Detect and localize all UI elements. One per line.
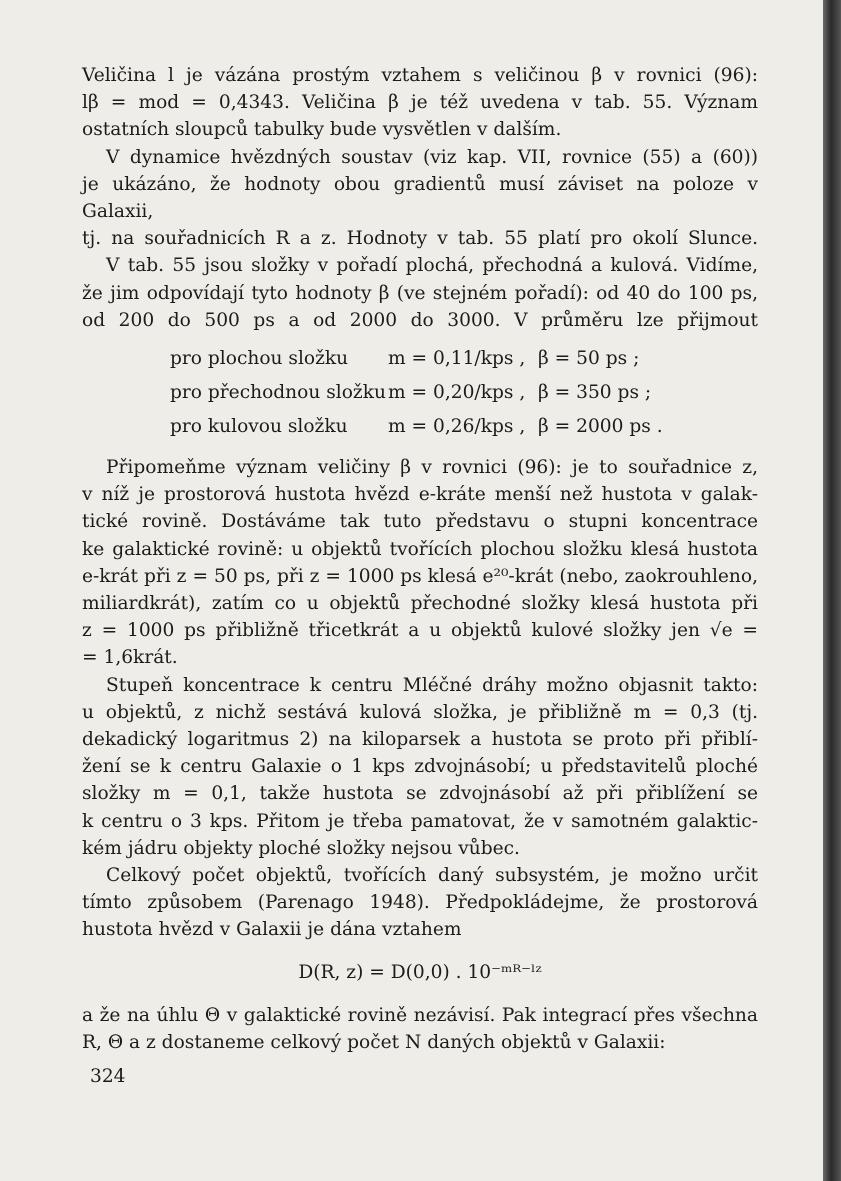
text-line: Veličina l je vázána prostým vztahem s veličinou β v rovnici (96):: [82, 65, 758, 86]
paragraph-6: [82, 862, 758, 944]
paragraph-3: [82, 252, 758, 334]
text-line: žení se k centru Galaxie o 1 kps zdvojnásobí; u představitelů ploché: [82, 756, 758, 778]
text-line: e-krát při z = 50 ps, při z = 1000 ps klesá e²⁰-krát (nebo, zaokrouhleno,: [82, 565, 758, 587]
book-spine-edge: [823, 0, 841, 1181]
component-beta: β = 350 ps ;: [538, 382, 652, 404]
text-line: tj. na souřadnicích R a z. Hodnoty v tab. 55 platí pro okolí Slunce.: [82, 228, 758, 250]
text-line: Stupeň koncentrace k centru Mléčné dráhy možno objasnit takto:: [106, 674, 758, 696]
text-line: V dynamice hvězdných soustav (viz kap. VII, rovnice (55) a (60)): [106, 146, 758, 168]
text-line: ke galaktické rovině: u objektů tvořících plochou složku klesá hustota: [82, 538, 758, 560]
page-number: 324: [90, 1066, 126, 1087]
text-line: lβ = mod = 0,4343. Veličina β je též uvedena v tab. 55. Význam: [82, 92, 758, 114]
component-label: pro kulovou složku: [170, 416, 348, 438]
text-line: k centru o 3 kps. Přitom je třeba pamatovat, že v samotném galaktic-: [82, 810, 758, 832]
density-equation: D(R, z) = D(0,0) . 10⁻ᵐᴿ⁻ˡᶻ: [298, 961, 542, 983]
component-row: [170, 342, 758, 376]
paragraph-7: [82, 1002, 758, 1056]
text-line: = 1,6krát.: [82, 647, 178, 669]
paragraph-2: [82, 144, 758, 253]
text-line: ostatních sloupců tabulky bude vysvětlen v dalším.: [82, 119, 562, 141]
text-line: v níž je prostorová hustota hvězd e-kráte menší než hustota v galak-: [82, 484, 758, 506]
text-line: u objektů, z nichž sestává kulová složka, je přibližně m = 0,3 (tj.: [82, 701, 758, 723]
text-line: z = 1000 ps přibližně třicetkrát a u objektů kulové složky jen √e =: [82, 620, 758, 642]
component-label: pro přechodnou složku: [170, 382, 386, 404]
text-line: V tab. 55 jsou složky v pořadí plochá, přechodná a kulová. Vidíme,: [106, 255, 758, 277]
text-line: dekadický logaritmus 2) na kiloparsek a hustota se proto při přiblí-: [82, 729, 758, 751]
component-beta: β = 50 ps ;: [538, 348, 640, 370]
text-line: složky m = 0,1, takže hustota se zdvojnásobí až při přiblížení se: [82, 783, 758, 805]
component-m: m = 0,26/kps ,: [388, 416, 526, 438]
text-line: hustota hvězd v Galaxii je dána vztahem: [82, 919, 462, 941]
text-line: Celkový počet objektů, tvořících daný subsystém, je možno určit: [106, 865, 758, 887]
text-line: miliardkrát), zatím co u objektů přechodné složky klesá hustota při: [82, 593, 758, 615]
text-line: tické rovině. Dostáváme tak tuto představu o stupni koncentrace: [82, 511, 758, 533]
component-label: pro plochou složku: [170, 348, 349, 370]
component-row: [170, 410, 758, 444]
text-line: a že na úhlu Θ v galaktické rovině nezávisí. Pak integrací přes všechna: [82, 1004, 758, 1026]
text-line: tímto způsobem (Parenago 1948). Předpokládejme, že prostorová: [82, 892, 758, 914]
component-m: m = 0,20/kps ,: [388, 382, 526, 404]
text-line: že jim odpovídají tyto hodnoty β (ve stejném pořadí): od 40 do 100 ps,: [82, 282, 758, 304]
page-text: [82, 62, 758, 1056]
text-line: je ukázáno, že hodnoty obou gradientů musí záviset na poloze v Galaxii,: [82, 173, 758, 223]
text-line: kém jádru objekty ploché složky nejsou vůbec.: [82, 837, 520, 859]
paragraph-1: [82, 62, 758, 144]
text-line: od 200 do 500 ps a od 2000 do 3000. V průměru lze přijmout: [82, 309, 758, 331]
paragraph-5: [82, 672, 758, 862]
component-beta: β = 2000 ps .: [538, 416, 663, 438]
paragraph-4: [82, 454, 758, 672]
text-line: R, Θ a z dostaneme celkový počet N daných objektů v Galaxii:: [82, 1031, 666, 1053]
text-line: Připomeňme význam veličiny β v rovnici (96): je to souřadnice z,: [106, 457, 758, 479]
component-m: m = 0,11/kps ,: [388, 348, 526, 370]
component-values: [170, 342, 758, 444]
component-row: [170, 376, 758, 410]
